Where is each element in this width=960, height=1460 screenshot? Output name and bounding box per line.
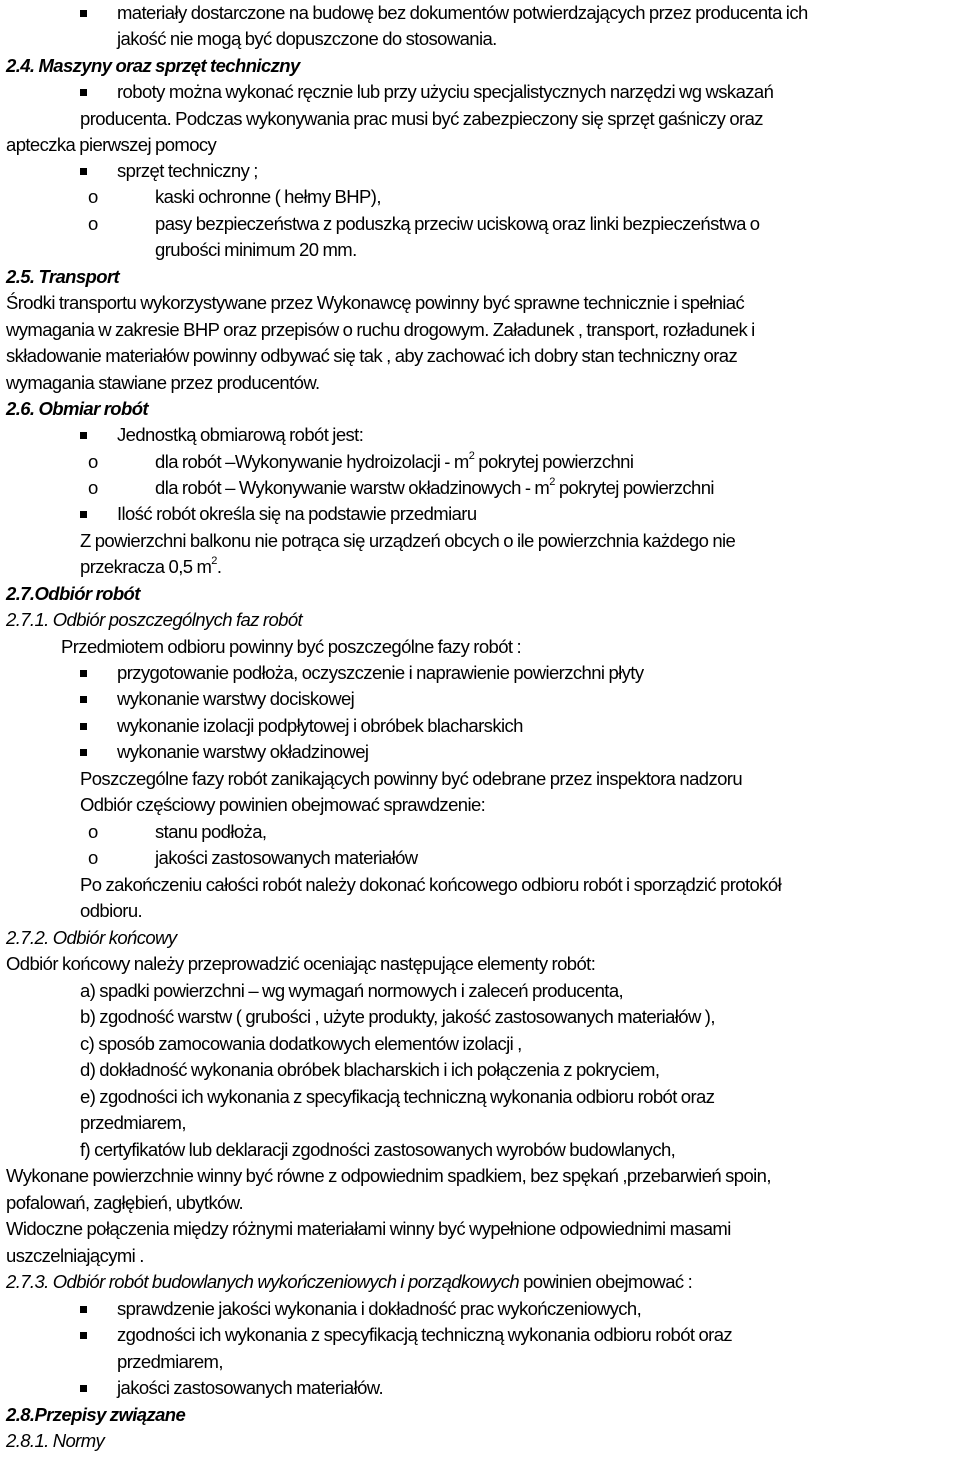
text-line: Przedmiotem odbioru powinny być poszczególne fazy robót : [61,636,522,657]
square-bullet-icon [80,696,87,703]
bullet-text: roboty można wykonać ręcznie lub przy użyciu specjalistycznych narzędzi wg wskazań [117,81,774,102]
text-line: wymagania stawiane przez producentów. [6,372,320,393]
bullet-text [155,449,633,475]
text-line: Środki transportu wykorzystywane przez Wykonawcę powinny być sprawne technicznie i spełniać [6,292,745,313]
bullet-text: materiały dostarczone na budowę bez dokumentów potwierdzających przez producenta ich [117,2,808,23]
text-line: jakość nie mogą być dopuszczone do stosowania. [117,28,497,49]
square-bullet-icon [80,1385,87,1392]
list-item: e) zgodności ich wykonania z specyfikacją techniczną wykonania odbioru robót oraz [80,1086,715,1107]
circle-bullet: o [88,477,98,498]
square-bullet-icon [80,749,87,756]
unit-text: pokrytej powierzchni [558,477,714,498]
section-heading: 2.6. Obmiar robót [6,398,148,419]
unit-text: dla robót – Wykonywanie warstw okładzinowych - m [155,477,550,498]
text-line: wymagania w zakresie BHP oraz przepisów o ruchu drogowym. Załadunek , transport, rozładunek i [6,319,755,340]
bullet-text: Jednostką obmiarową robót jest: [117,424,364,445]
subsection-heading: 2.7.1. Odbiór poszczególnych faz robót [6,609,303,630]
square-bullet-icon [80,723,87,730]
text-line: Z powierzchni balkonu nie potrąca się urządzeń obcych o ile powierzchnia każdego nie [80,530,736,551]
circle-bullet: o [88,821,98,842]
unit-text: pokrytej powierzchni [478,451,634,472]
square-bullet-icon [80,168,87,175]
bullet-text: Ilość robót określa się na podstawie przedmiaru [117,503,477,524]
bullet-text [155,475,714,501]
subsection-heading: 2.7.2. Odbiór końcowy [6,927,177,948]
section-heading: 2.4. Maszyny oraz sprzęt techniczny [6,55,300,76]
square-bullet-icon [80,89,87,96]
subsection-heading: 2.7.3. Odbiór robót budowlanych wykończeniowych i porządkowych [6,1271,520,1292]
text-span: powinien obejmować : [523,1271,693,1292]
square-bullet-icon [80,511,87,518]
text-line: Po zakończeniu całości robót należy dokonać końcowego odbioru robót i sporządzić protokół [80,874,782,895]
text-line: Poszczególne fazy robót zanikających powinny być odebrane przez inspektora nadzoru [80,768,743,789]
section-heading: 2.5. Transport [6,266,120,287]
text-line: grubości minimum 20 mm. [155,239,357,260]
text-line: przedmiarem, [117,1351,223,1372]
bullet-text: wykonanie warstwy okładzinowej [117,741,369,762]
unit-text: . [216,556,222,577]
bullet-text: jakości zastosowanych materiałów [155,847,418,868]
text-line: odbioru. [80,900,143,921]
circle-bullet: o [88,451,98,472]
list-item: f) certyfikatów lub deklaracji zgodności zastosowanych wyrobów budowlanych, [80,1139,676,1160]
square-bullet-icon [80,432,87,439]
subsection-heading: 2.8.1. Normy [6,1430,105,1451]
list-item: a) spadki powierzchni – wg wymagań normowych i zaleceń producenta, [80,980,624,1001]
square-bullet-icon [80,10,87,17]
bullet-text: sprawdzenie jakości wykonania i dokładność prac wykończeniowych, [117,1298,642,1319]
text-line: Widoczne połączenia między różnymi materiałami winny być wypełnione odpowiednimi masami [6,1218,731,1239]
bullet-text: wykonanie warstwy dociskowej [117,688,355,709]
superscript: 2 [549,475,555,488]
bullet-text: sprzęt techniczny ; [117,160,258,181]
section-heading: 2.7.Odbiór robót [6,583,140,604]
text-line: uszczelniającymi . [6,1245,144,1266]
section-heading: 2.8.Przepisy związane [6,1404,186,1425]
bullet-text: przygotowanie podłoża, oczyszczenie i naprawienie powierzchni płyty [117,662,644,683]
text-line: Odbiór częściowy powinien obejmować sprawdzenie: [80,794,486,815]
circle-bullet: o [88,186,98,207]
bullet-text: wykonanie izolacji podpłytowej i obróbek blacharskich [117,715,523,736]
text-line: Odbiór końcowy należy przeprowadzić oceniając następujące elementy robót: [6,953,596,974]
text-line: składowanie materiałów powinny odbywać się tak , aby zachować ich dobry stan techniczny oraz [6,345,738,366]
unit-text: dla robót –Wykonywanie hydroizolacji - m [155,451,469,472]
list-item: b) zgodność warstw ( grubości , użyte produkty, jakość zastosowanych materiałów ), [80,1006,715,1027]
square-bullet-icon [80,670,87,677]
text-line: producenta. Podczas wykonywania prac musi być zabezpieczony się sprzęt gaśniczy oraz [80,108,763,129]
bullet-text: zgodności ich wykonania z specyfikacją techniczną wykonania odbioru robót oraz [117,1324,733,1345]
list-item: c) sposób zamocowania dodatkowych elementów izolacji , [80,1033,522,1054]
text-line: przedmiarem, [80,1112,186,1133]
subsection-line [6,1269,692,1295]
circle-bullet: o [88,847,98,868]
square-bullet-icon [80,1306,87,1313]
unit-text: przekracza 0,5 m [80,556,212,577]
text-line: pofalowań, zagłębień, ubytków. [6,1192,244,1213]
superscript: 2 [211,554,217,567]
bullet-text: jakości zastosowanych materiałów. [117,1377,384,1398]
superscript: 2 [468,449,475,462]
text-line [80,554,221,580]
bullet-text: pasy bezpieczeństwa z poduszką przeciw uciskową oraz linki bezpieczeństwa o [155,213,760,234]
bullet-text: kaski ochronne ( hełmy BHP), [155,186,381,207]
square-bullet-icon [80,1332,87,1339]
text-line: Wykonane powierzchnie winny być równe z odpowiednim spadkiem, bez spękań ,przebarwień spoin, [6,1165,771,1186]
list-item: d) dokładność wykonania obróbek blacharskich i ich połączenia z pokryciem, [80,1059,660,1080]
bullet-text: stanu podłoża, [155,821,267,842]
circle-bullet: o [88,213,98,234]
text-line: apteczka pierwszej pomocy [6,134,217,155]
